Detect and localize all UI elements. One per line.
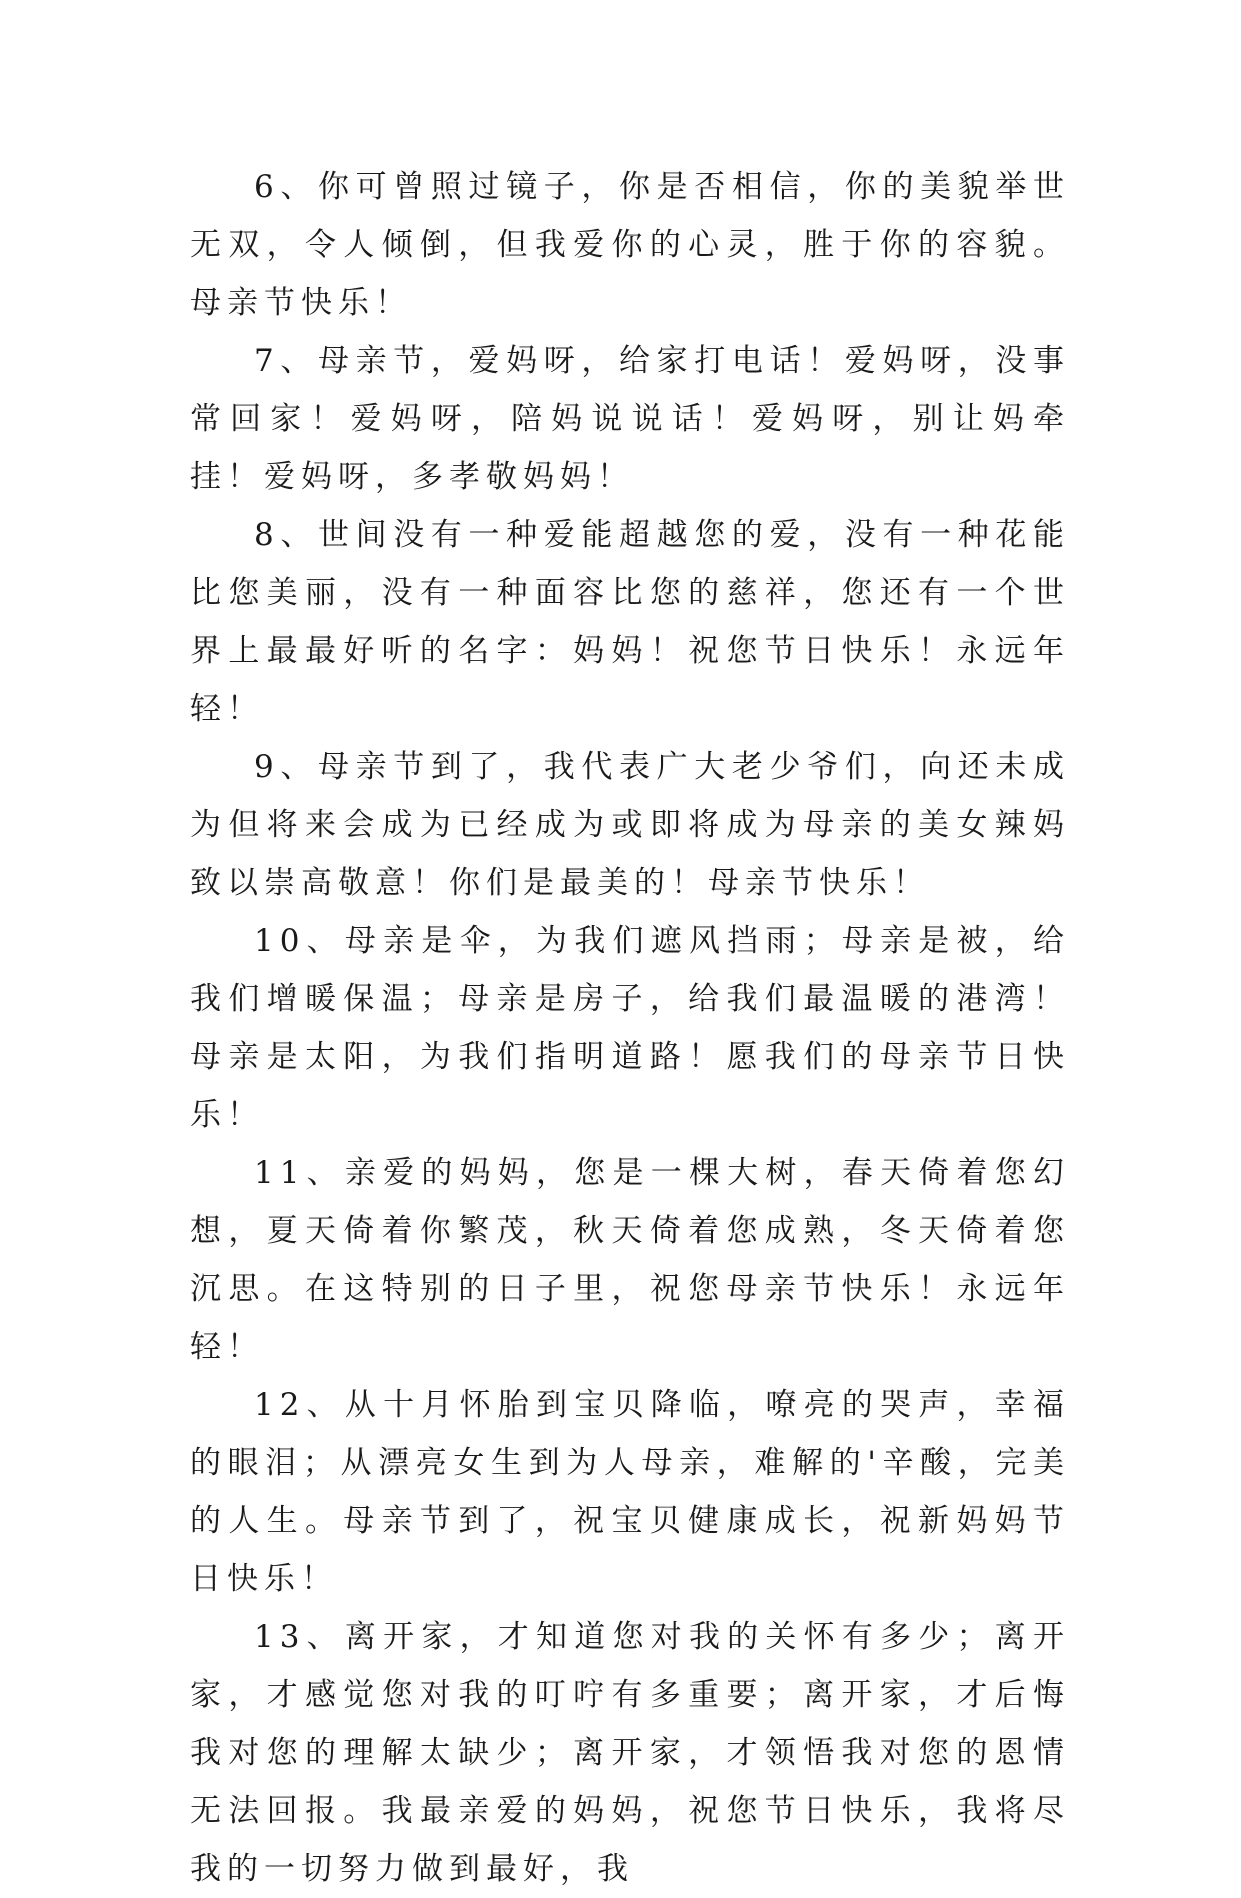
paragraph-8: 8、世间没有一种爱能超越您的爱，没有一种花能比您美丽，没有一种面容比您的慈祥，您还有一个世界上最最好听的名字：妈妈！祝您节日快乐！永远年轻！	[190, 517, 1070, 727]
paragraph-13: 13、离开家，才知道您对我的关怀有多少；离开家，才感觉您对我的叮咛有多重要；离开家，才后悔我对您的理解太缺少；离开家，才领悟我对您的恩情无法回报。我最亲爱的妈妈，祝您节日快乐，我将尽我的一切努力做到最好，我	[190, 1619, 1070, 1887]
paragraph-9: 9、母亲节到了，我代表广大老少爷们，向还未成为但将来会成为已经成为或即将成为母亲的美女辣妈致以崇高敬意！你们是最美的！母亲节快乐！	[190, 749, 1070, 901]
paragraph-7: 7、母亲节，爱妈呀，给家打电话！爱妈呀，没事常回家！爱妈呀，陪妈说说话！爱妈呀，别让妈牵挂！爱妈呀，多孝敬妈妈！	[190, 343, 1070, 495]
document-body	[190, 158, 1070, 1898]
paragraph-11: 11、亲爱的妈妈，您是一棵大树，春天倚着您幻想，夏天倚着你繁茂，秋天倚着您成熟，冬天倚着您沉思。在这特别的日子里，祝您母亲节快乐！永远年轻！	[190, 1155, 1070, 1365]
paragraph-6: 6、你可曾照过镜子，你是否相信，你的美貌举世无双，令人倾倒，但我爱你的心灵，胜于你的容貌。母亲节快乐！	[190, 169, 1070, 321]
paragraph-12: 12、从十月怀胎到宝贝降临，嘹亮的哭声，幸福的眼泪；从漂亮女生到为人母亲，难解的'辛酸，完美的人生。母亲节到了，祝宝贝健康成长，祝新妈妈节日快乐！	[190, 1387, 1070, 1597]
paragraph-10: 10、母亲是伞，为我们遮风挡雨；母亲是被，给我们增暖保温；母亲是房子，给我们最温暖的港湾！母亲是太阳，为我们指明道路！愿我们的母亲节日快乐！	[190, 923, 1070, 1133]
